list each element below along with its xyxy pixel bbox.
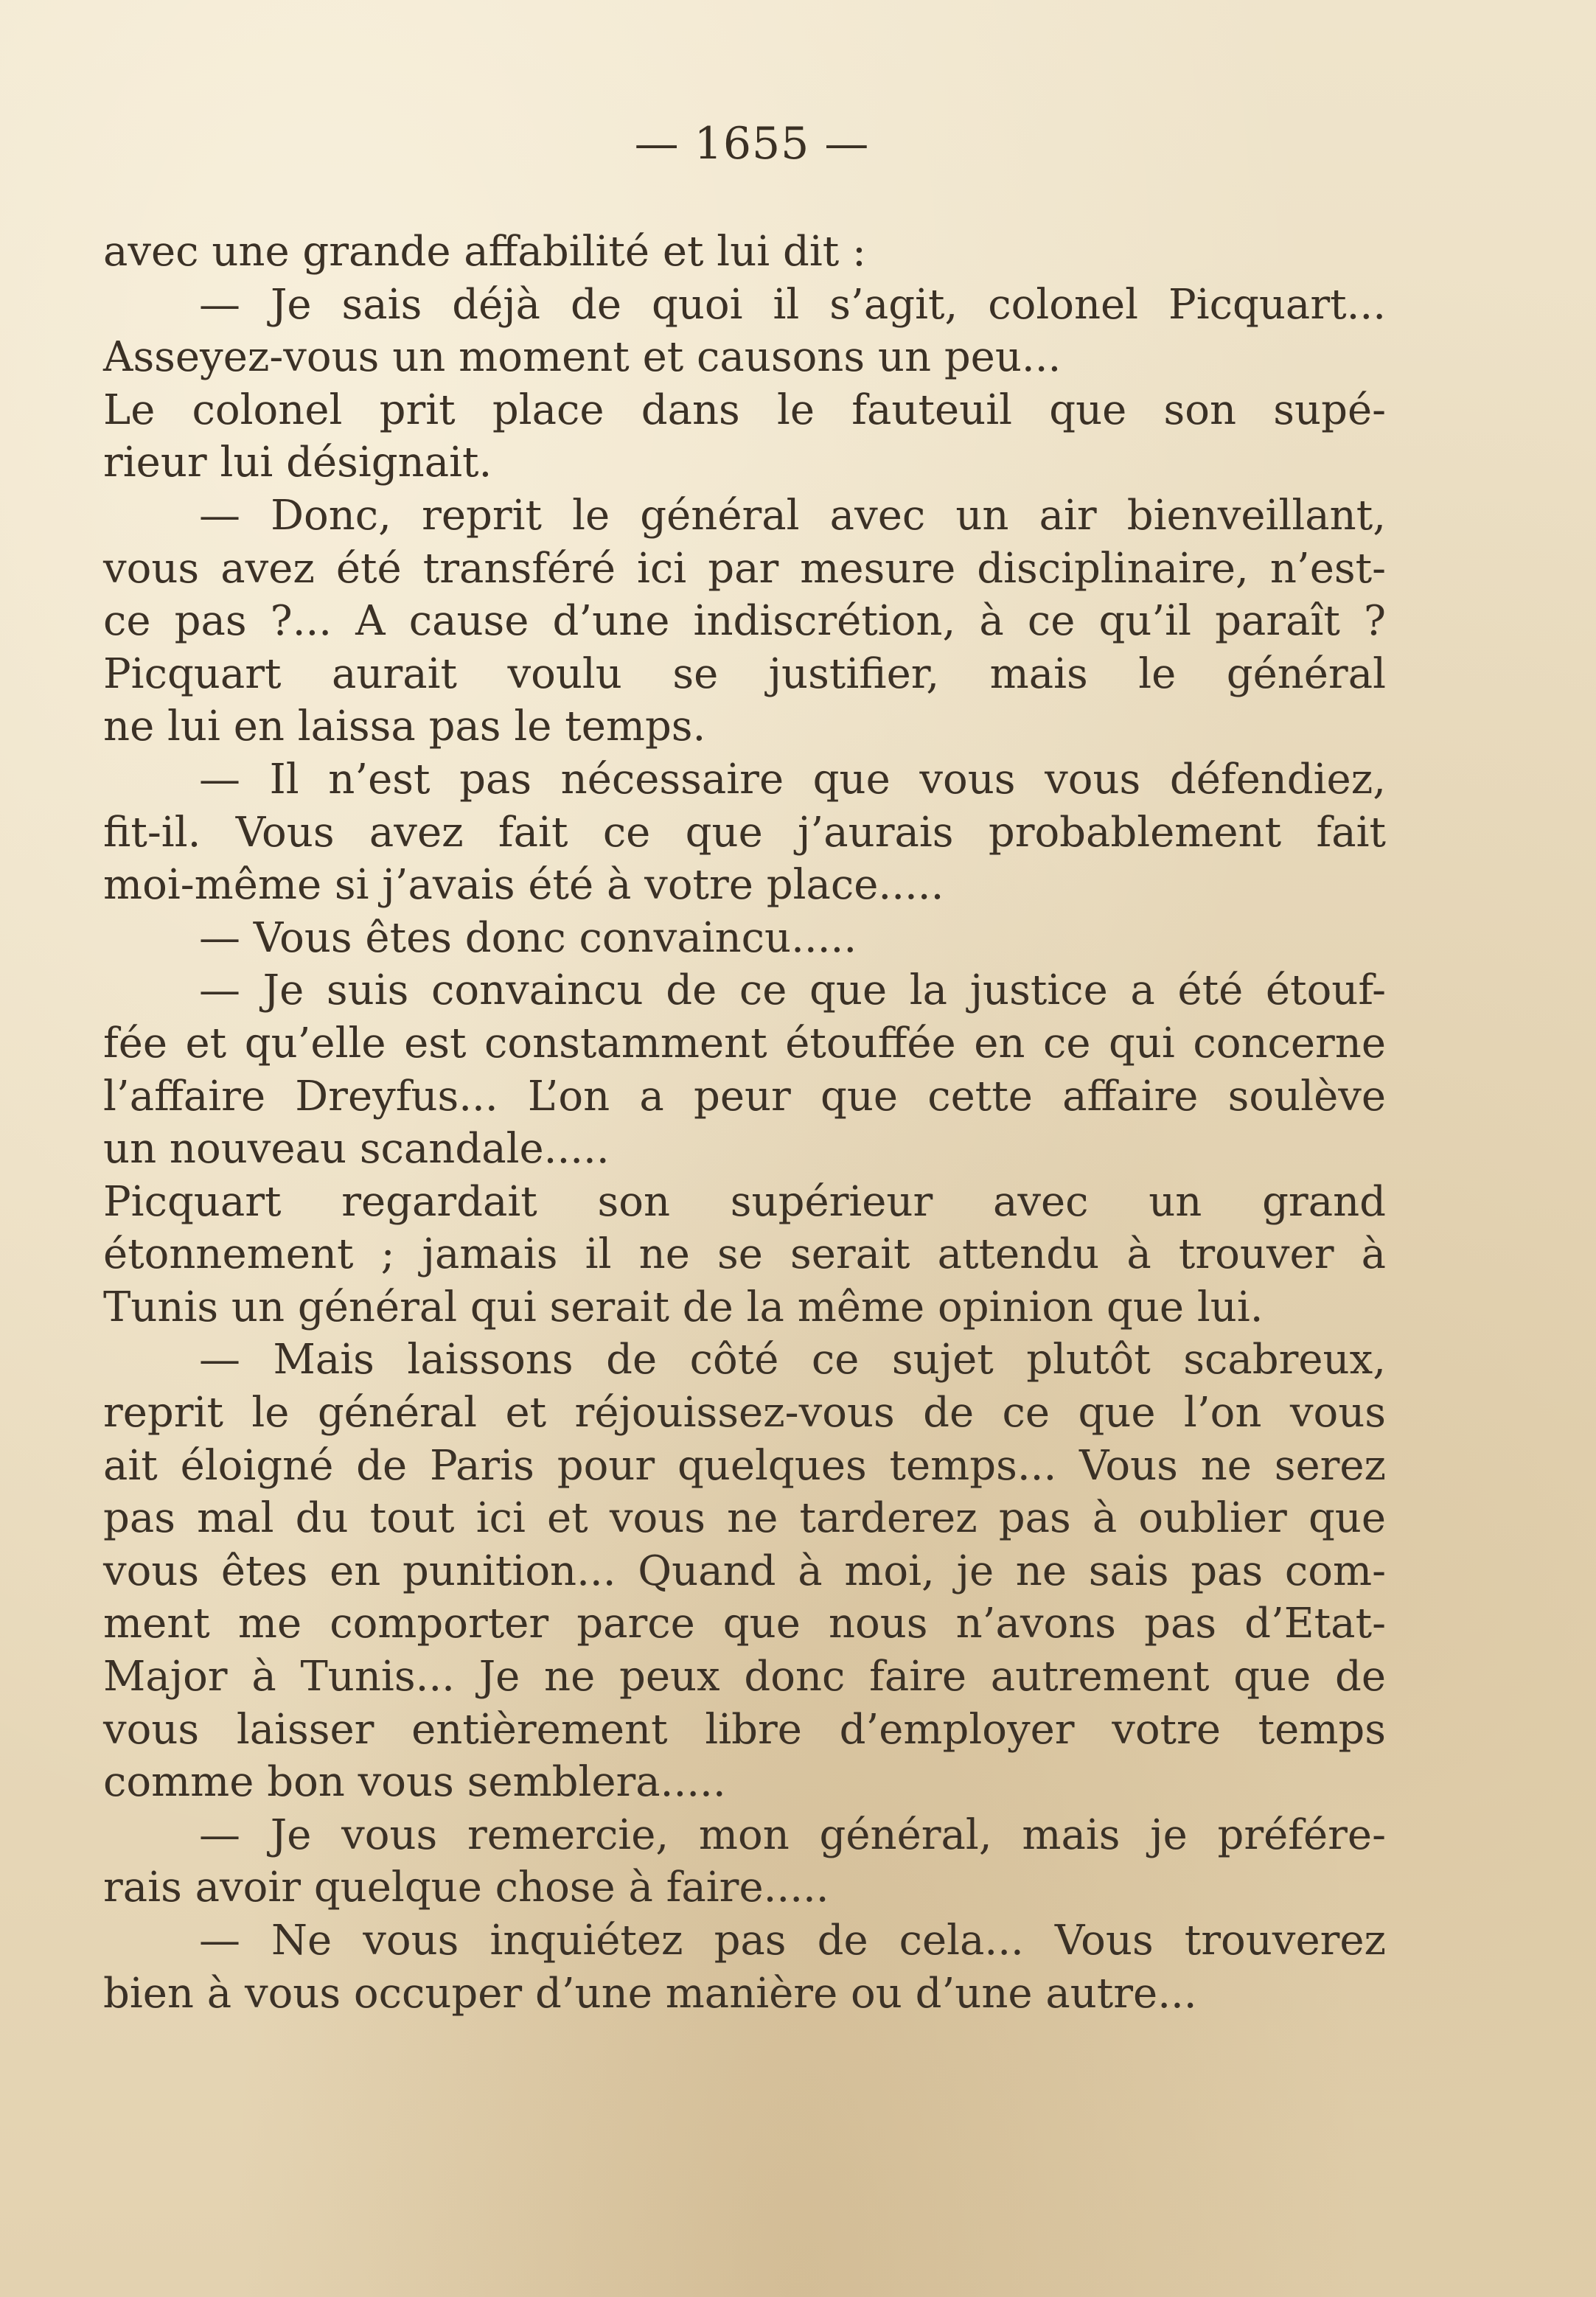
text-line: — Vous êtes donc convaincu..... bbox=[199, 913, 857, 962]
text-line: comme bon vous semblera..... bbox=[103, 1758, 726, 1807]
text-line: Le colonel prit place dans le fauteuil que son supé- bbox=[103, 386, 1386, 434]
text-line: fit-il. Vous avez fait ce que j’aurais probablement fait bbox=[103, 808, 1386, 857]
page-number: — 1655 — bbox=[634, 118, 870, 170]
text-line: vous laisser entièrement libre d’employer votre temps bbox=[103, 1705, 1386, 1754]
text-line: Tunis un général qui serait de la même opinion que lui. bbox=[103, 1283, 1264, 1331]
text-line: rieur lui désignait. bbox=[103, 439, 492, 487]
text-line: Picquart aurait voulu se justifier, mais le général bbox=[103, 649, 1386, 698]
text-line: — Je vous remercie, mon général, mais je préfére- bbox=[199, 1810, 1386, 1859]
text-line: l’affaire Dreyfus... L’on a peur que cette affaire soulève bbox=[103, 1072, 1386, 1120]
text-line: fée et qu’elle est constamment étouffée en ce qui concerne bbox=[103, 1019, 1386, 1067]
text-line: ment me comporter parce que nous n’avons pas d’Etat- bbox=[103, 1600, 1386, 1648]
text-line: un nouveau scandale..... bbox=[103, 1125, 610, 1174]
text-line: avec une grande affabilité et lui dit : bbox=[103, 228, 866, 276]
text-line: — Je suis convaincu de ce que la justice a été étouf- bbox=[199, 966, 1386, 1015]
text-line: pas mal du tout ici et vous ne tarderez pas à oublier que bbox=[103, 1494, 1386, 1543]
text-line: étonnement ; jamais il ne se serait attendu à trouver à bbox=[103, 1230, 1386, 1279]
text-line: vous avez été transféré ici par mesure disciplinaire, n’est- bbox=[103, 544, 1386, 593]
text-line: bien à vous occuper d’une manière ou d’une autre... bbox=[103, 1969, 1197, 2018]
text-line: — Mais laissons de côté ce sujet plutôt scabreux, bbox=[199, 1336, 1386, 1384]
body-text bbox=[103, 226, 1386, 2020]
text-line: — Ne vous inquiétez pas de cela... Vous trouverez bbox=[199, 1917, 1386, 1965]
text-line: vous êtes en punition... Quand à moi, je ne sais pas com- bbox=[103, 1547, 1386, 1595]
text-line: moi-même si j’avais été à votre place..... bbox=[103, 861, 944, 910]
text-line: — Il n’est pas nécessaire que vous vous défendiez, bbox=[199, 755, 1386, 804]
text-line: — Donc, reprit le général avec un air bienveillant, bbox=[199, 491, 1386, 540]
text-line: ce pas ?... A cause d’une indiscrétion, à ce qu’il paraît ? bbox=[103, 597, 1386, 646]
text-line: — Je sais déjà de quoi il s’agit, colonel Picquart... bbox=[199, 280, 1386, 329]
text-line: Picquart regardait son supérieur avec un grand bbox=[103, 1177, 1386, 1226]
text-line: ait éloigné de Paris pour quelques temps... Vous ne serez bbox=[103, 1441, 1386, 1490]
text-line: reprit le général et réjouissez-vous de ce que l’on vous bbox=[103, 1389, 1386, 1437]
text-line: ne lui en laissa pas le temps. bbox=[103, 703, 706, 751]
text-line: Major à Tunis... Je ne peux donc faire autrement que de bbox=[103, 1653, 1386, 1701]
text-line: rais avoir quelque chose à faire..... bbox=[103, 1864, 829, 1912]
text-line: Asseyez-vous un moment et causons un peu... bbox=[103, 333, 1062, 382]
